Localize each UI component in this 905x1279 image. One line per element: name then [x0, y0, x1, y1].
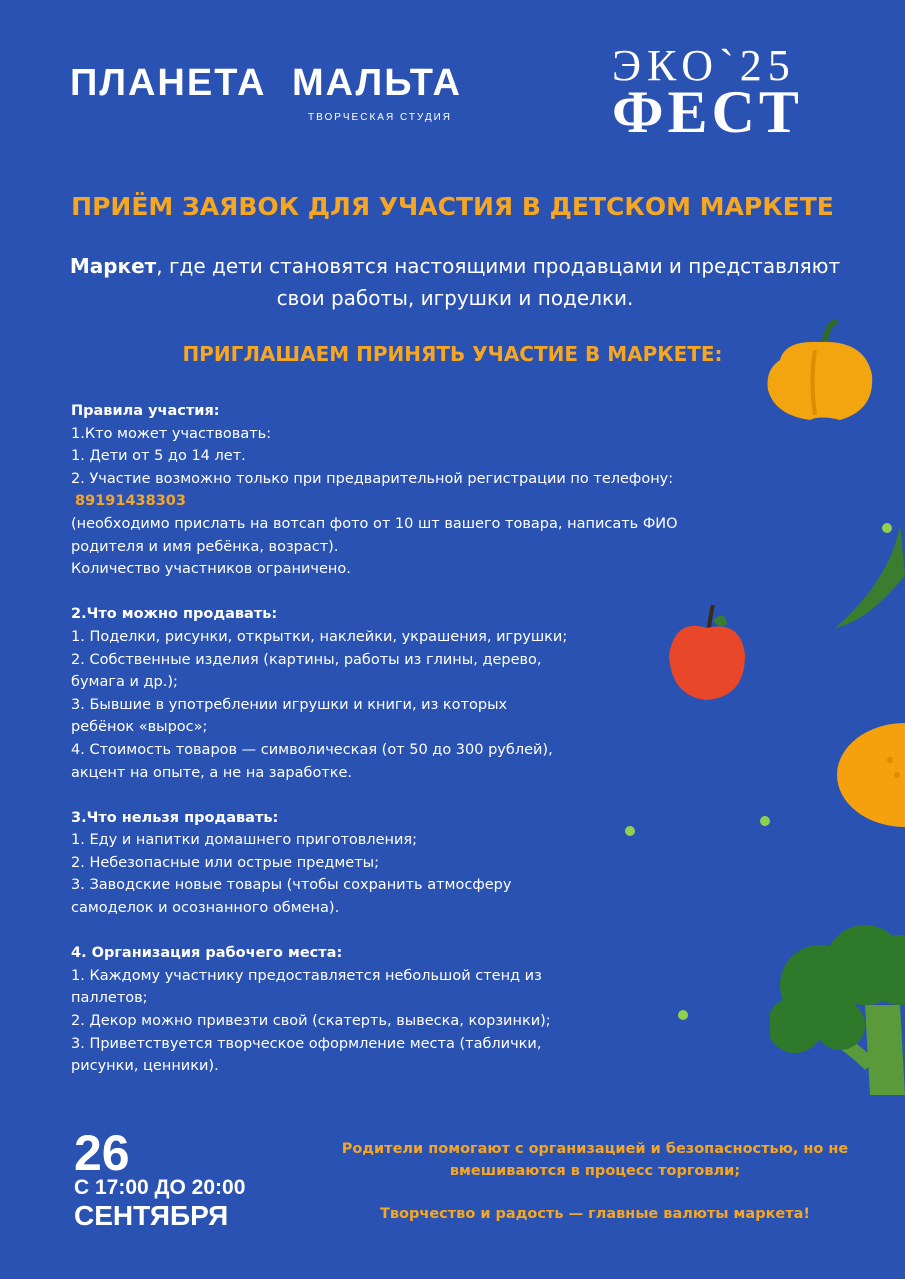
logo-malta-subtitle: ТВОРЧЕСКАЯ СТУДИЯ: [308, 112, 453, 123]
section-2-title: 2.Что можно продавать:: [71, 606, 278, 623]
rule-line: 3. Приветствуется творческое оформление места (таблички,: [71, 1035, 542, 1052]
event-day: 26: [74, 1125, 130, 1181]
page-title: ПРИЁМ ЗАЯВОК ДЛЯ УЧАСТИЯ В ДЕТСКОМ МАРКЕТЕ: [71, 192, 834, 221]
intro-line2: свои работы, игрушки и поделки.: [276, 286, 634, 310]
rule-line: родителя и имя ребёнка, возраст).: [71, 538, 339, 555]
rule-line: 1. Каждому участнику предоставляется небольшой стенд из: [71, 967, 542, 984]
rule-line: ребёнок «вырос»;: [71, 719, 208, 736]
rule-line: 3. Заводские новые товары (чтобы сохранить атмосферу: [71, 877, 512, 894]
rule-line: паллетов;: [71, 990, 148, 1007]
spacer: [71, 581, 711, 604]
intro-line1: , где дети становятся настоящими продавцами и представляют: [156, 254, 841, 278]
intro-text: [60, 250, 850, 314]
section-4-title: 4. Организация рабочего места:: [71, 945, 343, 962]
rule-line: 1. Дети от 5 до 14 лет.: [71, 448, 246, 465]
event-month: СЕНТЯБРЯ: [74, 1200, 229, 1231]
rule-line: 2. Декор можно привезти свой (скатерть, вывеска, корзинки);: [71, 1013, 551, 1030]
note-parents-line2: вмешиваются в процесс торговли;: [449, 1163, 741, 1179]
dot: [760, 816, 770, 826]
chili-icon: [830, 520, 905, 635]
section-1-title: 1.Кто может участвовать:: [71, 425, 272, 442]
rule-line: (необходимо прислать на вотсап фото от 10 шт вашего товара, написать ФИО: [71, 515, 678, 532]
rule-line: 2. Участие возможно только при предварительной регистрации по телефону:: [71, 470, 674, 487]
rule-line: Количество участников ограничено.: [71, 561, 351, 578]
rule-line: бумага и др.);: [71, 674, 178, 691]
logo-planeta: ПЛАНЕТА: [70, 62, 267, 104]
lemon-icon: [835, 720, 905, 830]
eco-fest-logo-bottom: ФЕСТ: [612, 79, 803, 145]
rules-block: [71, 400, 711, 1078]
broccoli-icon: [770, 925, 905, 1100]
rule-line: 2. Небезопасные или острые предметы;: [71, 854, 379, 871]
rules-heading: Правила участия:: [71, 403, 220, 419]
rule-line: 1. Поделки, рисунки, открытки, наклейки, украшения, игрушки;: [71, 628, 568, 645]
rule-line: самоделок и осознанного обмена).: [71, 900, 340, 917]
logo-malta: МАЛЬТА: [292, 62, 462, 104]
invite-heading: ПРИГЛАШАЕМ ПРИНЯТЬ УЧАСТИЕ В МАРКЕТЕ:: [182, 342, 723, 366]
note-parents: [330, 1138, 860, 1182]
intro-bold: Маркет: [69, 254, 157, 278]
pepper-icon: [760, 320, 880, 430]
section-3-title: 3.Что нельзя продавать:: [71, 809, 279, 826]
rule-line: 3. Бывшие в употреблении игрушки и книги, из которых: [71, 696, 508, 713]
note-parents-line1: Родители помогают с организацией и безопасностью, но не: [341, 1141, 849, 1157]
spacer: [71, 920, 711, 943]
rule-line: рисунки, ценники).: [71, 1058, 219, 1075]
rule-line: 4. Стоимость товаров — символическая (от 50 до 300 рублей),: [71, 741, 553, 758]
rule-line: 2. Собственные изделия (картины, работы из глины, дерево,: [71, 651, 542, 668]
event-time: С 17:00 ДО 20:00: [74, 1176, 246, 1199]
spacer: [71, 784, 711, 807]
phone-number[interactable]: 89191438303: [75, 493, 186, 510]
note-creativity: Творчество и радость — главные валюты маркета!: [379, 1206, 811, 1222]
rule-line: акцент на опыте, а не на заработке.: [71, 764, 353, 781]
eco-fest-logo-top: ЭКО`25: [612, 41, 796, 90]
apple-icon: [665, 600, 750, 710]
rule-line: 1. Еду и напитки домашнего приготовления;: [71, 832, 418, 849]
